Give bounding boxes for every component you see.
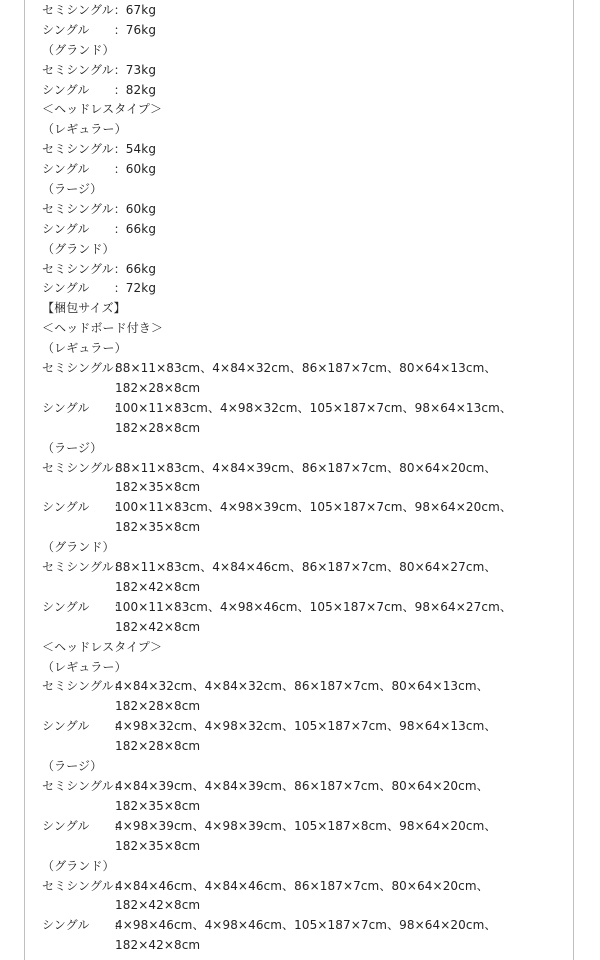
package-dimensions: 4×98×39cm、4×98×39cm、105×187×8cm、98×64×20cm、 182×35×8cm: [115, 818, 497, 853]
row-label: シングル ：: [42, 918, 126, 933]
size-heading: （グランド）: [42, 42, 115, 57]
row-label: シングル ：: [42, 500, 126, 515]
weight-line: セミシングル：60kg: [42, 201, 157, 216]
package-row: [42, 399, 562, 439]
row-label: セミシングル：: [42, 679, 126, 694]
row-label: セミシングル：: [42, 560, 126, 575]
package-dimensions: 4×98×32cm、4×98×32cm、105×187×7cm、98×64×13cm、 182×28×8cm: [115, 719, 497, 754]
weight-line: セミシングル：66kg: [42, 261, 157, 276]
package-dimensions: 4×98×46cm、4×98×46cm、105×187×7cm、98×64×20cm、 182×42×8cm: [115, 918, 497, 953]
weight-line: セミシングル：73kg: [42, 62, 157, 77]
size-heading: （レギュラー）: [42, 341, 127, 356]
size-heading: （ラージ）: [42, 759, 103, 774]
row-label: セミシングル：: [42, 361, 126, 376]
package-row: [42, 677, 562, 717]
size-heading: （レギュラー）: [42, 659, 127, 674]
package-dimensions: 88×11×83cm、4×84×46cm、86×187×7cm、80×64×27cm、 182×42×8cm: [115, 560, 497, 594]
size-heading: （レギュラー）: [42, 122, 127, 137]
size-heading: （グランド）: [42, 540, 115, 555]
size-heading: （ラージ）: [42, 182, 103, 197]
type-heading: ＜ヘッドボード付き＞: [42, 321, 164, 336]
package-dimensions: 4×84×32cm、4×84×32cm、86×187×7cm、80×64×13cm、 182×28×8cm: [115, 679, 489, 714]
weight-line: シングル ：60kg: [42, 162, 157, 177]
row-label: セミシングル：: [42, 778, 126, 793]
package-row: [42, 817, 562, 857]
size-heading: （グランド）: [42, 241, 115, 256]
row-label: シングル ：: [42, 400, 126, 415]
package-row: [42, 558, 562, 598]
row-label: シングル ：: [42, 719, 126, 734]
weight-line: シングル ：72kg: [42, 281, 157, 296]
type-heading: ＜ヘッドレスタイプ＞: [42, 102, 163, 117]
package-row: [42, 359, 562, 399]
package-dimensions: 88×11×83cm、4×84×39cm、86×187×7cm、80×64×20cm、 182×35×8cm: [115, 460, 497, 495]
package-row: [42, 598, 562, 638]
row-label: シングル ：: [42, 599, 126, 614]
package-row: [42, 717, 562, 757]
package-row: [42, 877, 562, 917]
package-dimensions: 4×84×39cm、4×84×39cm、86×187×7cm、80×64×20cm、 182×35×8cm: [115, 778, 489, 813]
row-label: セミシングル：: [42, 878, 126, 893]
weight-line: シングル ：76kg: [42, 22, 157, 37]
size-heading: （グランド）: [42, 858, 115, 873]
package-row: [42, 498, 562, 538]
package-dimensions: 88×11×83cm、4×84×32cm、86×187×7cm、80×64×13cm、 182×28×8cm: [115, 361, 497, 395]
row-label: シングル ：: [42, 818, 126, 833]
row-label: セミシングル：: [42, 460, 126, 475]
package-row: [42, 459, 562, 499]
weight-line: セミシングル：54kg: [42, 142, 157, 157]
weight-line: シングル ：82kg: [42, 82, 157, 97]
package-row: [42, 777, 562, 817]
weight-line: セミシングル：67kg: [42, 3, 157, 17]
package-row: [42, 916, 562, 956]
package-dimensions: 100×11×83cm、4×98×46cm、105×187×7cm、98×64×27cm、 182×42×8cm: [115, 599, 512, 634]
package-dimensions: 100×11×83cm、4×98×39cm、105×187×7cm、98×64×20cm、 182×35×8cm: [115, 500, 512, 535]
type-heading: ＜ヘッドレスタイプ＞: [42, 639, 163, 654]
weight-line: シングル ：66kg: [42, 221, 157, 236]
package-dimensions: 4×84×46cm、4×84×46cm、86×187×7cm、80×64×20cm、 182×42×8cm: [115, 878, 489, 913]
size-heading: （ラージ）: [42, 440, 103, 455]
section-title: 【梱包サイズ】: [42, 301, 126, 316]
package-dimensions: 100×11×83cm、4×98×32cm、105×187×7cm、98×64×13cm、 182×28×8cm: [115, 400, 512, 435]
spec-text-block: [42, 1, 562, 956]
